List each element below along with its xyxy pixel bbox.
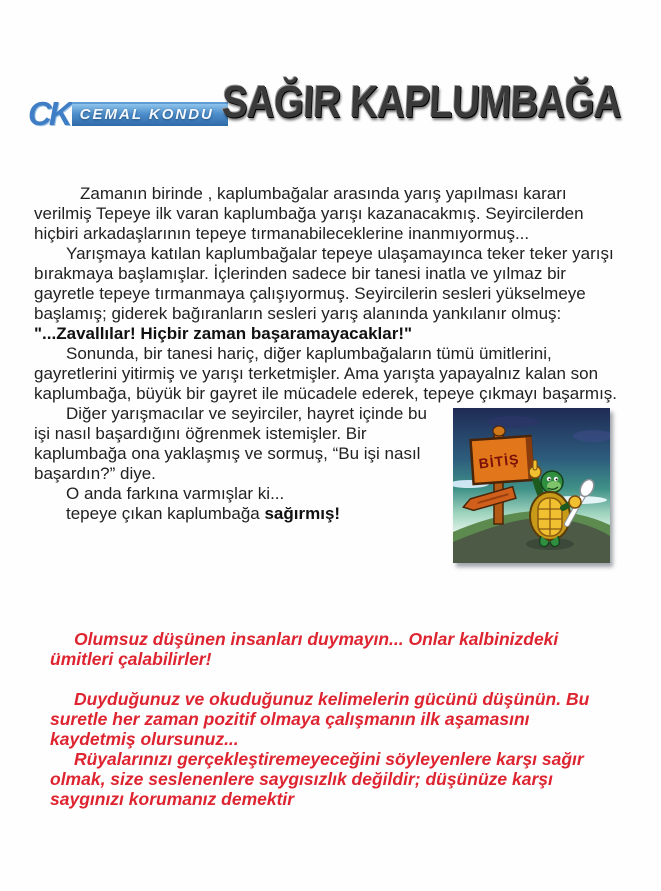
story-wrap-zone bbox=[34, 404, 622, 524]
story-paragraph-2-text: Yarışmaya katılan kaplumbağalar tepeye ulaşamayınca teker teker yarışı bırakmaya başlamışlar. İçlerinden sadece bir tanesi inatla ve yılmaz bir gayretle tepeye tırmanmaya çalışıyormuş. Seyircilerin sesleri yükselmeye başlamış; giderek bağıranların sesleri yarış alanında yankılanır olmuş: bbox=[34, 244, 614, 323]
story-paragraph-2-emphasis: "...Zavallılar! Hiçbir zaman başaramayacaklar!" bbox=[34, 324, 413, 343]
logo-wordmark: CEMAL KONDU bbox=[72, 102, 228, 126]
story-text bbox=[34, 184, 622, 569]
story-paragraph-6-text: tepeye çıkan kaplumbağa bbox=[66, 504, 265, 523]
story-paragraph-6-emphasis: sağırmış! bbox=[264, 504, 341, 523]
page-title: SAĞIR KAPLUMBAĞA bbox=[220, 76, 623, 127]
story-paragraph-2 bbox=[34, 244, 622, 344]
story-paragraph-3: Sonunda, bir tanesi hariç, diğer kaplumbağaların tümü ümitlerini, gayretlerini yitirmiş ve yarışı terketmişler. Ama yarışta yapayalnız kalan son kaplumbağa, büyük bir gayret ile mücadele ederek, tepeye çıkmayı başarmış. bbox=[34, 344, 618, 403]
moral-section bbox=[50, 629, 616, 809]
turtle-illustration bbox=[453, 408, 610, 563]
finish-sign-text: BİTİŞ bbox=[477, 450, 521, 472]
moral-paragraph-2: Duyduğunuz ve okuduğunuz kelimelerin gücünü düşünün. Bu suretle her zaman pozitif olmaya çalışmanın ilk aşamasını kaydetmiş olursunuz... bbox=[50, 689, 590, 749]
moral-paragraph-3: Rüyalarınızı gerçekleştiremeyeceğini söyleyenlere karşı sağır olmak, size seslenenlere saygısızlık değildir; düşünüze karşı saygınızı korumanız demektir bbox=[50, 749, 584, 809]
logo-ck-monogram-icon: CK bbox=[28, 95, 70, 132]
logo bbox=[28, 97, 228, 130]
story-paragraph-4: Diğer yarışmacılar ve seyirciler, hayret içinde bu işi nasıl başardığını öğrenmek istemişler. Bir kaplumbağa ona yaklaşmış ve sormuş, “Bu işi nasıl başardın?” diye. bbox=[34, 404, 427, 483]
story-paragraph-5: O anda farkına varmışlar ki... bbox=[66, 484, 285, 503]
story-paragraph-1: Zamanın birinde , kaplumbağalar arasında yarış yapılması kararı verilmiş Tepeye ilk varan kaplumbağa yarışı kazanacakmış. Seyircilerden hiçbiri arkadaşlarının tepeye tırmanabileceklerine inanmıyormuş... bbox=[34, 184, 584, 243]
moral-paragraph-1: Olumsuz düşünen insanları duymayın... Onlar kalbinizdeki ümitleri çalabilirler! bbox=[50, 629, 559, 669]
turtle-illustration-svg bbox=[453, 408, 610, 563]
